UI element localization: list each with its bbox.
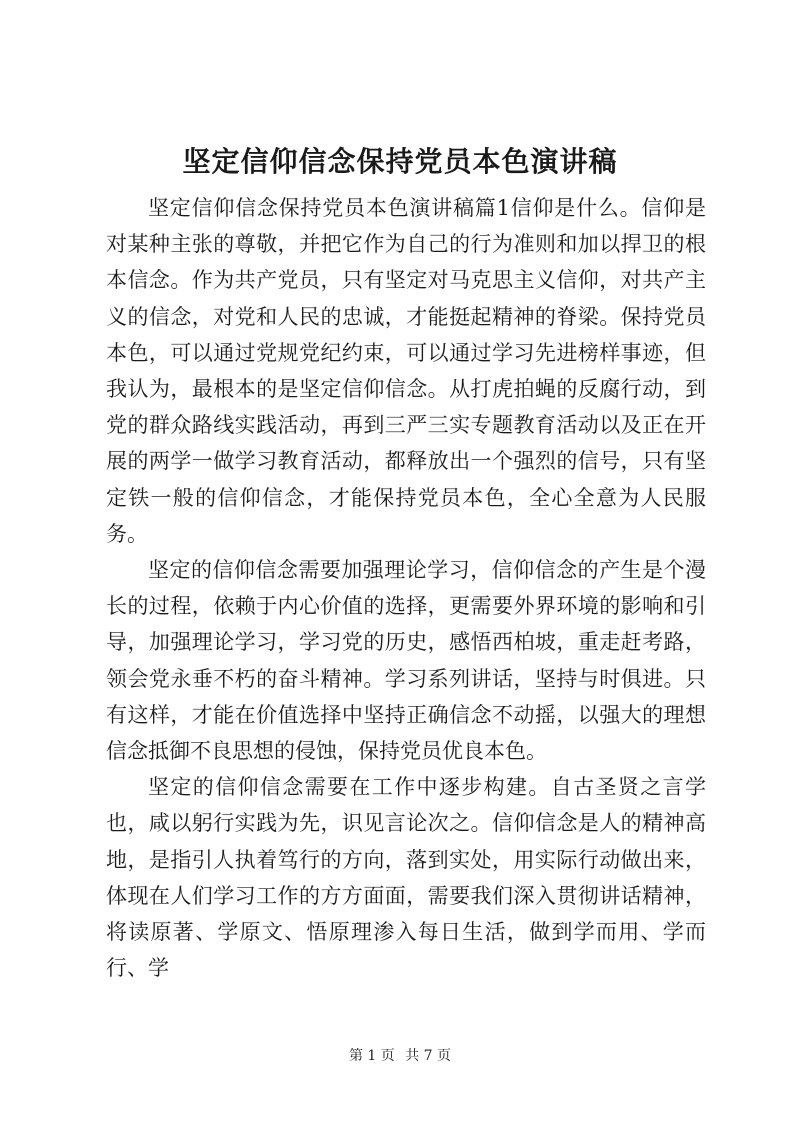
page-total: 共 7 页	[405, 1048, 452, 1064]
page-number: 第 1 页	[348, 1048, 395, 1064]
document-body	[106, 190, 706, 986]
document-title: 坚定信仰信念保持党员本色演讲稿	[182, 145, 618, 178]
paragraph-1: 坚定信仰信念保持党员本色演讲稿篇1信仰是什么。信仰是对某种主张的尊敬，并把它作为自己的行为准则和加以捍卫的根本信念。作为共产党员，只有坚定对马克思主义信仰，对共产主义的信念，对党和人民的忠诚，才能挺起精神的脊梁。保持党员本色，可以通过党规党纪约束，可以通过学习先进榜样事迹，但我认为，最根本的是坚定信仰信念。从打虎拍蝇的反腐行动，到党的群众路线实践活动，再到三严三实专题教育活动以及正在开展的两学一做学习教育活动，都释放出一个强烈的信号，只有坚定铁一般的信仰信念，才能保持党员本色，全心全意为人民服务。	[106, 196, 706, 546]
page-footer	[0, 1046, 800, 1066]
paragraph-3: 坚定的信仰信念需要在工作中逐步构建。自古圣贤之言学也，咸以躬行实践为先，识见言论次之。信仰信念是人的精神高地，是指引人执着笃行的方向，落到实处，用实际行动做出来，体现在人们学习工作的方方面面，需要我们深入贯彻讲话精神，将读原著、学原文、悟原理渗入每日生活，做到学而用、学而行、学	[106, 775, 706, 981]
paragraph-2: 坚定的信仰信念需要加强理论学习，信仰信念的产生是个漫长的过程，依赖于内心价值的选择，更需要外界环境的影响和引导，加强理论学习，学习党的历史，感悟西柏坡，重走赶考路，领会党永垂不朽的奋斗精神。学习系列讲话，坚持与时俱进。只有这样，才能在价值选择中坚持正确信念不动摇，以强大的理想信念抵御不良思想的侵蚀，保持党员优良本色。	[106, 558, 706, 764]
